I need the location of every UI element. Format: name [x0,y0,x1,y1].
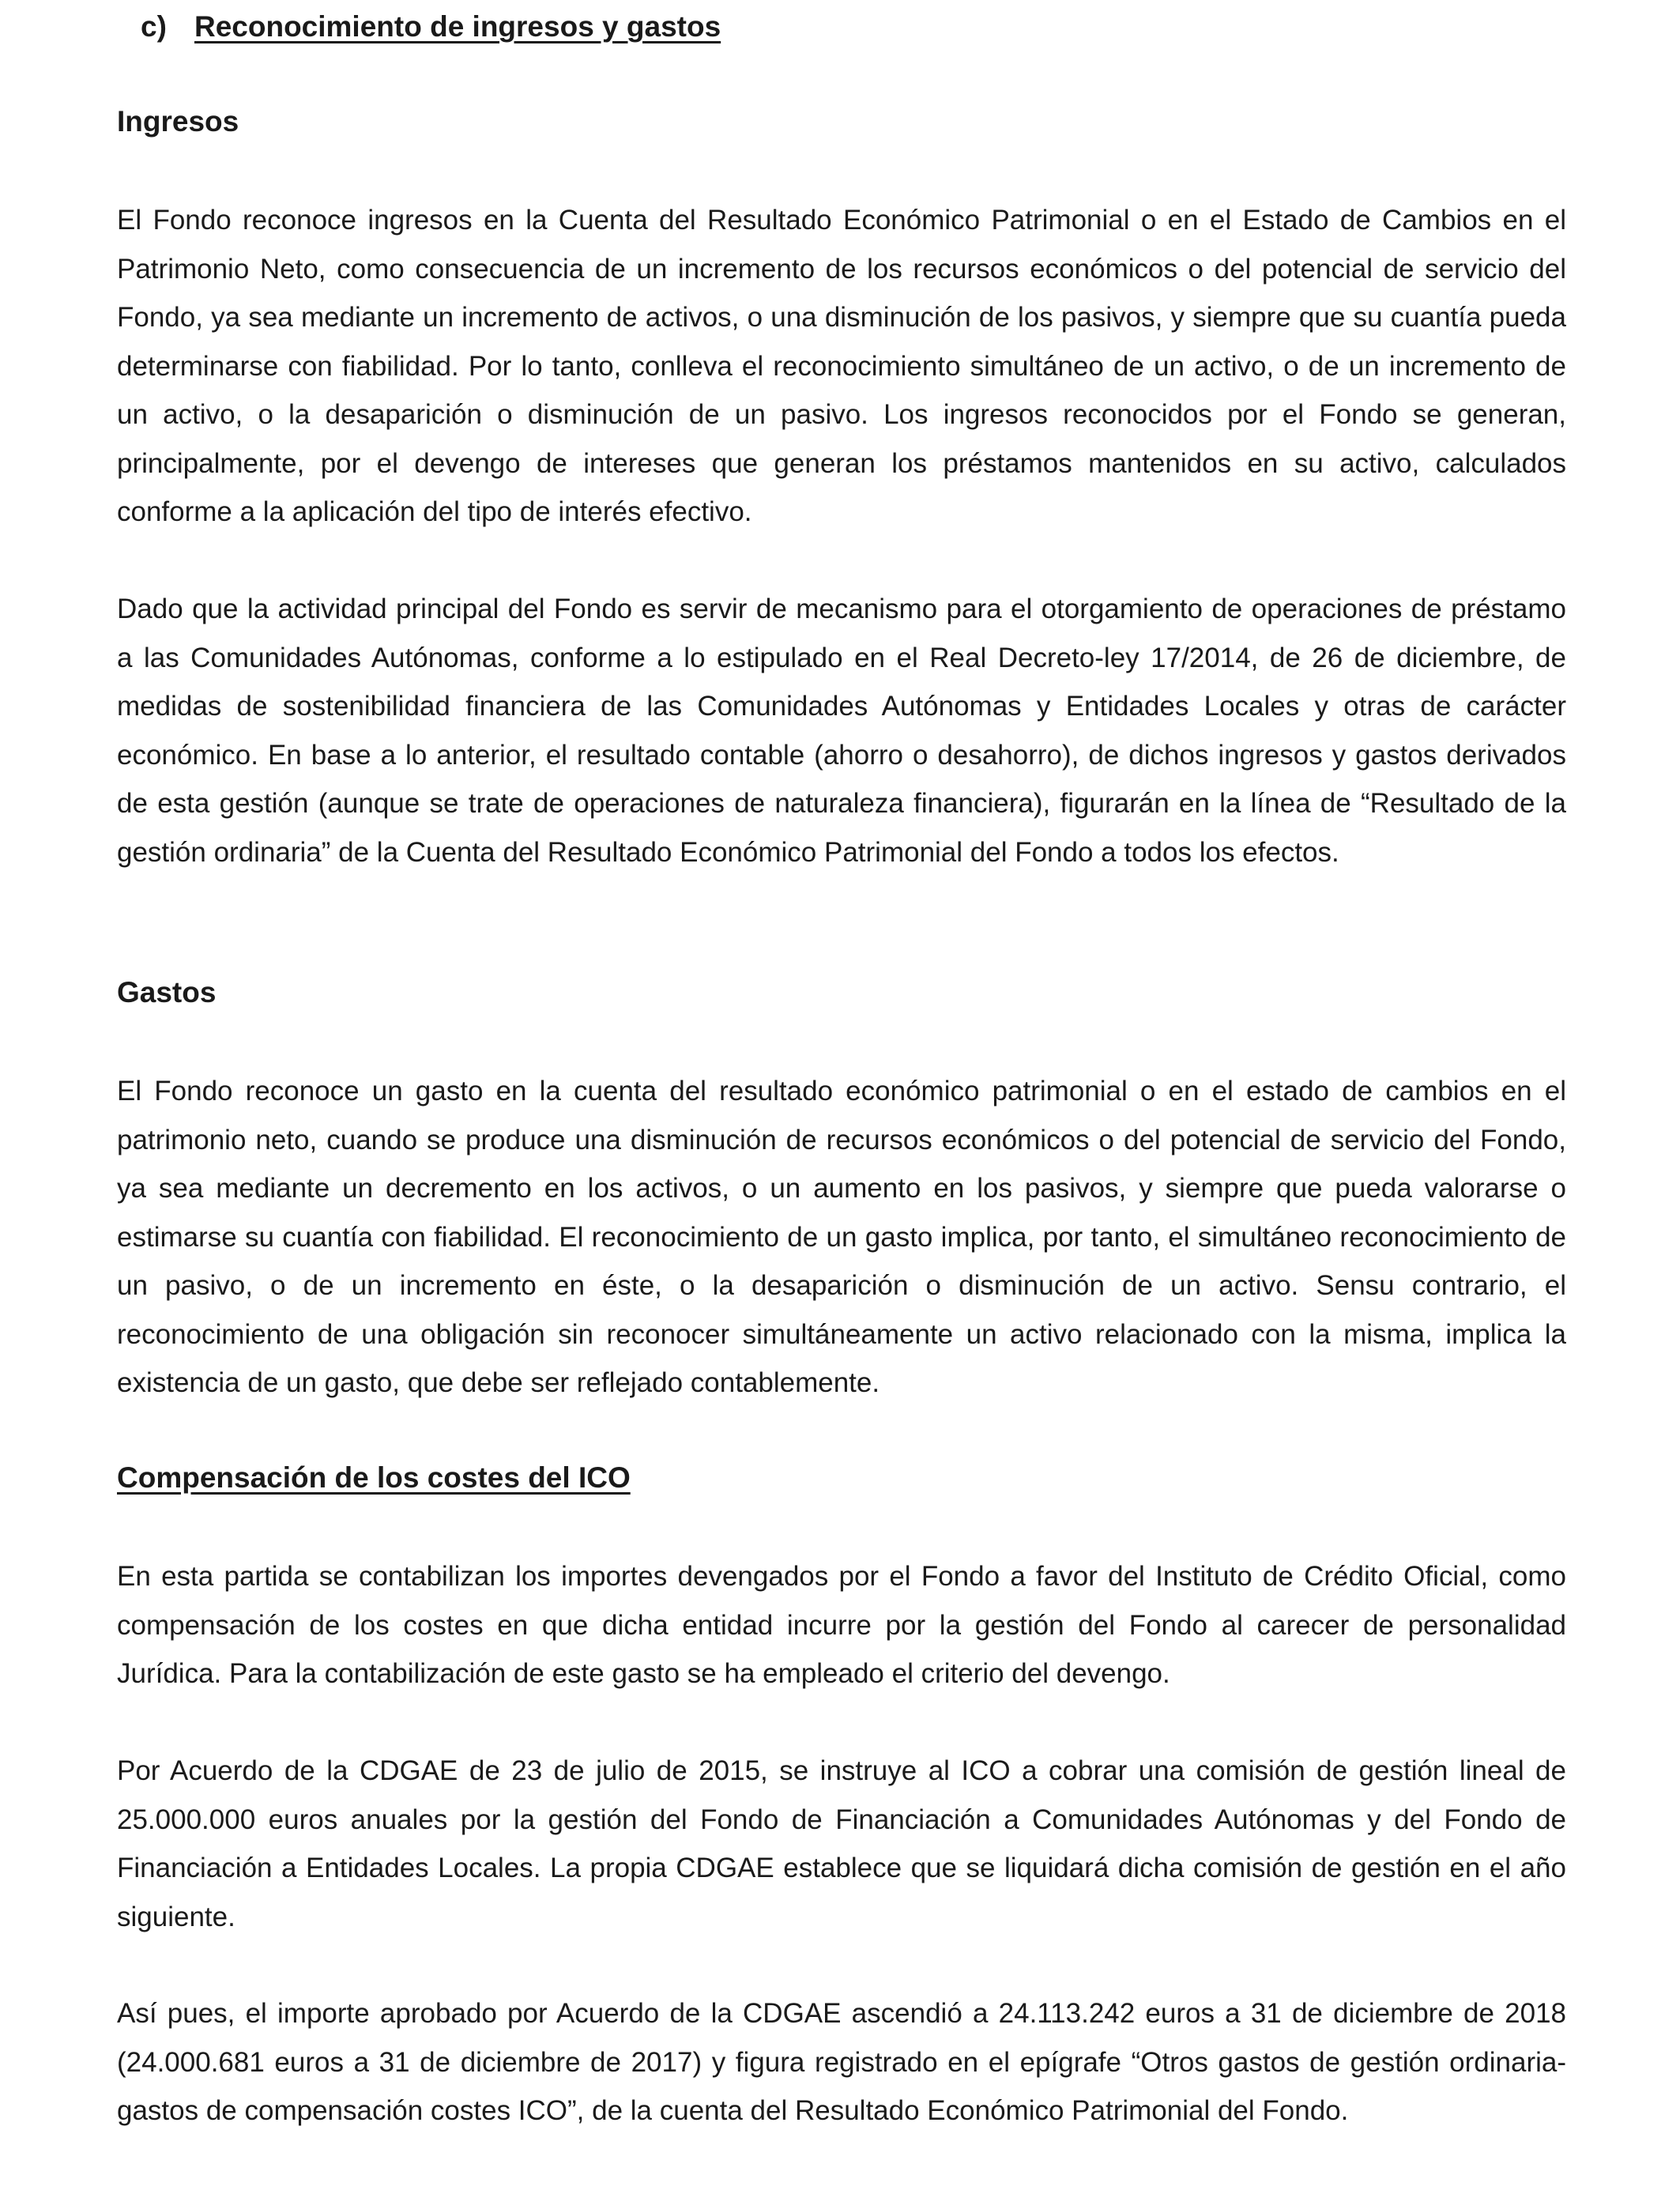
ingresos-heading: Ingresos [117,105,239,138]
gastos-heading: Gastos [117,976,217,1008]
section-title: Reconocimiento de ingresos y gastos [194,10,721,43]
compensacion-paragraph-1: En esta partida se contabilizan los importes devengados por el Fondo a favor del Instituto de Crédito Oficial, como compensación de los costes en que dicha entidad incurre por la gestión del Fondo al carecer de personalidad Jurídica. Para la contabilización de este gasto se ha empleado el criterio del devengo. [117,1561,1566,1689]
ingresos-paragraph-2: Dado que la actividad principal del Fondo es servir de mecanismo para el otorgamiento de operaciones de préstamo a las Comunidades Autónomas, conforme a lo estipulado en el Real Decreto-ley 17/2014, de 26 de diciembre, de medidas de sostenibilidad financiera de las Comunidades Autónomas y Entidades Locales y otras de carácter económico. En base a lo anterior, el resultado contable (ahorro o desahorro), de dichos ingresos y gastos derivados de esta gestión (aunque se trate de operaciones de naturaleza financiera), figurarán en la línea de “Resultado de la gestión ordinaria” de la Cuenta del Resultado Económico Patrimonial del Fondo a todos los efectos. [117,594,1566,868]
compensacion-paragraph-2: Por Acuerdo de la CDGAE de 23 de julio de 2015, se instruye al ICO a cobrar una comisión de gestión lineal de 25.000.000 euros anuales por la gestión del Fondo de Financiación a Comunidades Autónomas y del Fondo de Financiación a Entidades Locales. La propia CDGAE establece que se liquidará dicha comisión de gestión en el año siguiente. [117,1755,1566,1932]
compensacion-heading: Compensación de los costes del ICO [117,1461,631,1494]
compensacion-paragraph-3: Así pues, el importe aprobado por Acuerdo de la CDGAE ascendió a 24.113.242 euros a 31 de diciembre de 2018 (24.000.681 euros a 31 de diciembre de 2017) y figura registrado en el epígrafe “Otros gastos de gestión ordinaria-gastos de compensación costes ICO”, de la cuenta del Resultado Económico Patrimonial del Fondo. [117,1998,1566,2126]
section-letter: c) [141,10,167,43]
ingresos-paragraph-1: El Fondo reconoce ingresos en la Cuenta del Resultado Económico Patrimonial o en el Estado de Cambios en el Patrimonio Neto, como consecuencia de un incremento de los recursos económicos o del potencial de servicio del Fondo, ya sea mediante un incremento de activos, o una disminución de los pasivos, y siempre que su cuantía pueda determinarse con fiabilidad. Por lo tanto, conlleva el reconocimiento simultáneo de un activo, o de un incremento de un activo, o la desaparición o disminución de un pasivo. Los ingresos reconocidos por el Fondo se generan, principalmente, por el devengo de intereses que generan los préstamos mantenidos en su activo, calculados conforme a la aplicación del tipo de interés efectivo. [117,205,1566,527]
gastos-paragraph-1: El Fondo reconoce un gasto en la cuenta del resultado económico patrimonial o en el estado de cambios en el patrimonio neto, cuando se produce una disminución de recursos económicos o del potencial de servicio del Fondo, ya sea mediante un decremento en los activos, o un aumento en los pasivos, y siempre que pueda valorarse o estimarse su cuantía con fiabilidad. El reconocimiento de un gasto implica, por tanto, el simultáneo reconocimiento de un pasivo, o de un incremento en éste, o la desaparición o disminución de un activo. Sensu contrario, el reconocimiento de una obligación sin reconocer simultáneamente un activo relacionado con la misma, implica la existencia de un gasto, que debe ser reflejado contablemente. [117,1076,1566,1398]
section-heading [141,8,721,46]
